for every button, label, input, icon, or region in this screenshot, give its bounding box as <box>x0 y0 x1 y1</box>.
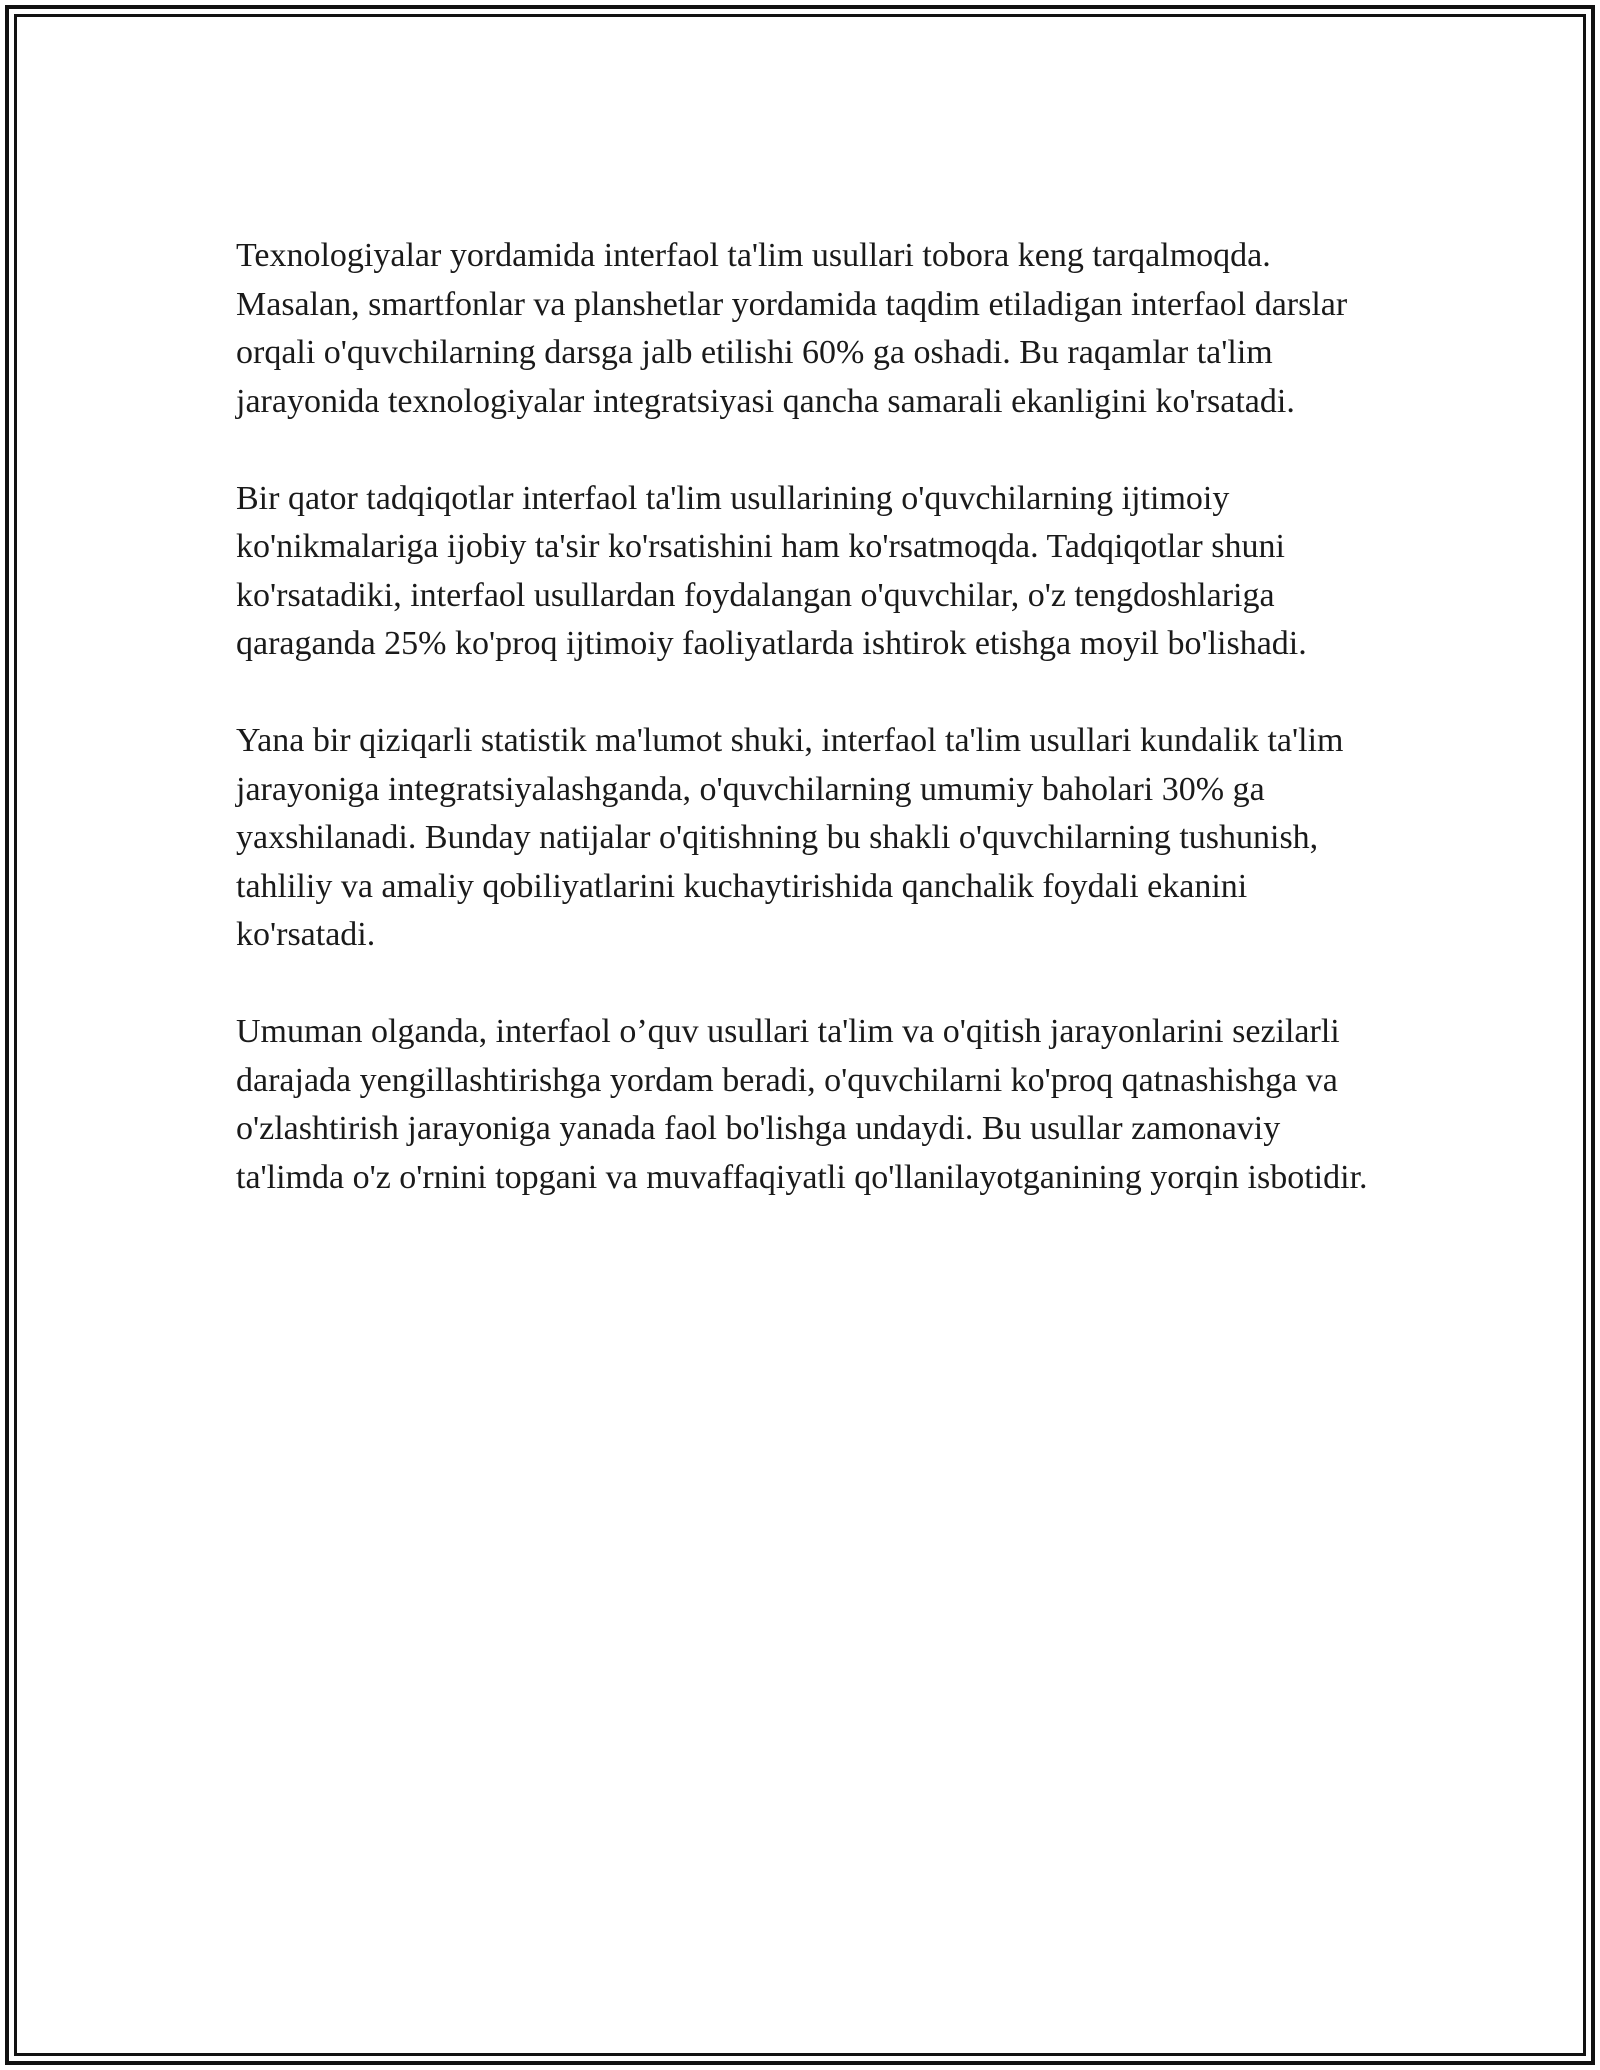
paragraph-1: Texnologiyalar yordamida interfaol ta'lim usullari tobora keng tarqalmoqda. Masalan, smartfonlar va planshetlar yordamida taqdim etiladigan interfaol darslar orqali o'quvchilarning darsga jalb etilishi 60% ga oshadi. Bu raqamlar ta'lim jarayonida texnologiyalar integratsiyasi qancha samarali ekanligini ko'rsatadi. <box>236 237 1348 420</box>
document-body <box>236 232 1386 1251</box>
paragraph-2: Bir qator tadqiqotlar interfaol ta'lim usullarining o'quvchilarning ijtimoiy ko'nikmalariga ijobiy ta'sir ko'rsatishini ham ko'rsatmoqda. Tadqiqotlar shuni ko'rsatadiki, interfaol usullardan foydalangan o'quvchilar, o'z tengdoshlariga qaraganda 25% ko'proq ijtimoiy faoliyatlarda ishtirok etishga moyil bo'lishadi. <box>236 479 1307 662</box>
paragraph-4: Umuman olganda, interfaol o’quv usullari ta'lim va o'qitish jarayonlarini sezilarli darajada yengillashtirishga yordam beradi, o'quvchilarni ko'proq qatnashishga va o'zlashtirish jarayoniga yanada faol bo'lishga undaydi. Bu usullar zamonaviy ta'limda o'z o'rnini topgani va muvaffaqiyatli qo'llanilayotganining yorqin isbotidir. <box>236 1013 1368 1196</box>
paragraph-3: Yana bir qiziqarli statistik ma'lumot shuki, interfaol ta'lim usullari kundalik ta'lim jarayoniga integratsiyalashganda, o'quvchilarning umumiy baholari 30% ga yaxshilanadi. Bunday natijalar o'qitishning bu shakli o'quvchilarning tushunish, tahliliy va amaliy qobiliyatlarini kuchaytirishida qanchalik foydali ekanini ko'rsatadi. <box>236 722 1344 953</box>
